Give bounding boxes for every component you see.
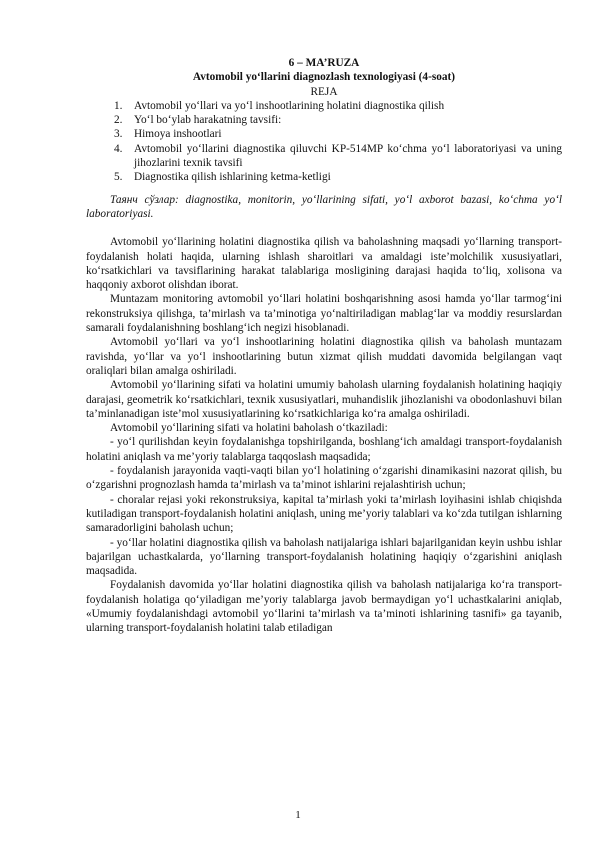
list-paragraph: - choralar rejasi yoki rekonstruksiya, kapital ta’mirlash yoki ta’mirlash loyihasini ishlab chiqishda kutiladigan transport-foydalanish holatini aniqlash, uning me’yoriy talablari va ko‘zda tutilgan ishlarning samaradorligini baholash uchun; — [86, 493, 562, 535]
plan-item: 1. Avtomobil yo‘llari va yo‘l inshootlarining holatini diagnostika qilish — [114, 99, 445, 112]
paragraph: Avtomobil yo‘llarining sifati va holatini umumiy baholash ularning foydalanish holatining haqiqiy darajasi, geometrik ko‘rsatkichlari, texnik xususiyatlari, muhandislik jihozlanishi va obodonlashuvi bilan ta’minlanadigan iste’mol xususiyatlarining ko‘rsatkichlariga ko‘ra amalga oshiriladi. — [86, 379, 562, 420]
paragraph: Foydalanish davomida yo‘llar holatini diagnostika qilish va baholash natijalariga ko‘ra transport-foydalanish holatiga qo‘yiladigan me’yoriy talablarga javob bermaydigan yo‘l uchastkalarini aniqlab, «Umumiy foydalanishdagi avtomobil yo‘llarini ta’mirlash va ta’minoti ishlarining tasnifi» ga tayanib, ularning transport-foydalanish holatini talab etiladigan — [86, 579, 562, 635]
plan-item: 2. Yo‘l bo‘ylab harakatning tavsifi: — [114, 114, 282, 127]
list-paragraph: - yo‘l qurilishdan keyin foydalanishga topshirilganda, boshlang‘ich amaldagi transport-foydalanish holatini aniqlash va me’yoriy talablarga taqqoslash maqsadida; — [86, 436, 562, 463]
plan-heading: REJA — [310, 85, 338, 98]
paragraph: Avtomobil yo‘llari va yo‘l inshootlarining holatini diagnostika qilish va baholash muntazam ravishda, yo‘llar va yo‘l inshootlarining butun xizmat qilish muddati davomida belgilangan vaqt oraliqlari bilan amalga oshiriladi. — [86, 336, 562, 377]
page-number: 1 — [295, 809, 301, 821]
list-paragraph: - foydalanish jarayonida vaqti-vaqti bilan yo‘l holatining o‘zgarishi dinamikasini nazorat qilish, bu o‘zgarishni prognozlash hamda ta’mirlash va ta’minot ishlarini rejalashtirish uchun; — [86, 465, 562, 492]
paragraph: Avtomobil yo‘llarining holatini diagnostika qilish va baholashning maqsadi yo‘llarning transport-foydalanish holati haqida, ularning ishlash sharoitlari va amaldagi iste’molchilik xususiyatlari, ko‘rsatkichlari va tavsiflarining harakat talablariga mosligining darajasi haqida to‘liq, xolisona va haqqoniy axborot olishdan iborat. — [86, 236, 562, 292]
plan-list — [86, 99, 562, 185]
plan-item: 5. Diagnostika qilish ishlarining ketma-ketligi — [114, 171, 331, 184]
paragraph: Avtomobil yo‘llarining sifati va holatini baholash o‘tkaziladi: — [110, 422, 388, 435]
lecture-number: 6 – MA’RUZA — [288, 57, 360, 69]
lecture-title: Avtomobil yo‘llarini diagnozlash texnologiyasi (4-soat) — [192, 71, 456, 84]
document-page — [86, 56, 562, 636]
plan-item: 3. Himoya inshootlari — [114, 128, 222, 141]
plan-item: 4. Avtomobil yo‘llarini diagnostika qiluvchi KP-514MP ko‘chma yo‘l laboratoriyasi va uning jihozlarini texnik tavsifi — [114, 142, 562, 170]
list-paragraph: - yo‘llar holatini diagnostika qilish va baholash natijalariga ishlari bajarilganidan keyin ushbu ishlar bajarilgan uchastkalarda, yo‘llarning transport-foydalanish holatining haqiqiy o‘zgarishini aniqlash maqsadida. — [86, 536, 562, 578]
keywords: Таянч сўзлар: diagnostika, monitorin, yo‘llarining sifati, yo‘l axborot bazasi, ko‘chma yo‘l laboratoriyasi. — [86, 193, 562, 220]
paragraph: Muntazam monitoring avtomobil yo‘llari holatini boshqarishning asosi hamda yo‘llar tarmog‘ini rekonstruksiya qilishga, ta’mirlash va ta’minotiga yo‘naltiriladigan mablag‘lar va moddiy resurslardan samarali foydalanishning boshlang‘ich negizi hisoblanadi. — [86, 293, 562, 335]
